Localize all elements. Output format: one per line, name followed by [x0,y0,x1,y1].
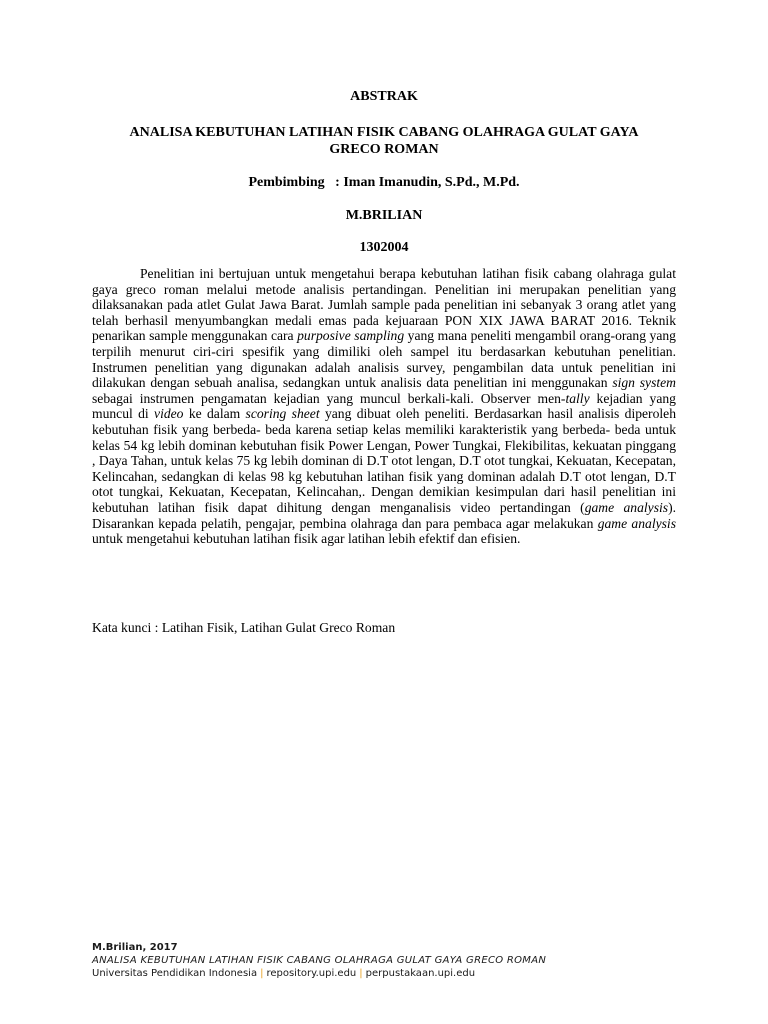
abstract-text: sebagai instrumen pengamatan kejadian yang muncul berkali-kali. Observer men- [92,390,566,406]
abstract-text: ke dalam [183,406,246,422]
footer-separator: | [359,968,363,979]
supervisor-line: Pembimbing : Iman Imanudin, S.Pd., M.Pd. [248,175,520,190]
author-name: M.BRILIAN [345,208,423,223]
abstract-heading: ABSTRAK [350,89,418,104]
document-title: ANALISA KEBUTUHAN LATIHAN FISIK CABANG OLAHRAGA GULAT GAYA GRECO ROMAN [129,125,639,157]
student-id: 1302004 [359,240,409,255]
footer-repository-link[interactable]: repository.upi.edu [266,968,357,979]
abstract-text: ). Disarankan kepada pelatih, pengajar, pembina olahraga dan para pembaca agar melakukan [92,499,677,531]
abstract-term: tally [565,390,590,406]
abstract-text: yang mana peneliti mengambil orang-orang yang terpilih menurut ciri-ciri spesifik yang dimiliki oleh sampel itu berdasarkan kebutuhan penelitian. Instrumen penelitian yang digunakan adalah analisis survey, pengambilan data untuk penelitian ini dilakukan dengan sebuah analisa, sedangkan untuk analisis data penelitian ini menggunakan [92,328,676,391]
abstract-term: game analysis [584,499,669,515]
page-footer [92,941,692,980]
abstract-term: scoring sheet [245,406,320,422]
footer-university: Universitas Pendidikan Indonesia [92,968,258,979]
footer-title: ANALISA KEBUTUHAN LATIHAN FISIK CABANG OLAHRAGA GULAT GAYA GRECO ROMAN [92,955,547,966]
abstract-term: purposive sampling [297,328,405,344]
footer-author-year: M.Brilian, 2017 [92,942,178,953]
abstract-paragraph [92,266,676,547]
keywords-line: Kata kunci : Latihan Fisik, Latihan Gulat Greco Roman [92,620,396,635]
footer-institution-line [92,967,692,980]
footer-library-link[interactable]: perpustakaan.upi.edu [365,968,476,979]
abstract-text: Penelitian ini bertujuan untuk mengetahui berapa kebutuhan latihan fisik cabang olahraga gulat gaya greco roman melalui metode analisis pertandingan. Penelitian ini merupakan penelitian yang dilaksanakan pada atlet Gulat Jawa Barat. Jumlah sample pada penelitian ini sebanyak 3 orang atlet yang telah berhasil menyumbangkan medali emas pada kejuaraan PON XIX JAWA BARAT 2016. Teknik penarikan sample menggunakan cara [92,266,676,344]
footer-separator: | [260,968,264,979]
abstract-term: game analysis [597,515,676,531]
abstract-text: yang dibuat oleh peneliti. Berdasarkan hasil analisis diperoleh kebutuhan fisik yang berbeda- beda karena setiap kelas memiliki karakteristik yang berbeda- beda untuk kelas 54 kg lebih dominan kebutuhan fisik Power Lengan, Power Tungkai, Flekibilitas, kekuatan pinggang , Daya Tahan, untuk kelas 75 kg lebih dominan di D.T otot lengan, D.T otot tungkai, Kekuatan, Kecepatan, Kelincahan, sedangkan di kelas 98 kg kebutuhan latihan fisik yang dominan adalah D.T otot lengan, D.T otot tungkai, Kekuatan, Kecepatan, Kelincahan,. Dengan demikian kesimpulan dari hasil penelitian ini kebutuhan latihan fisik dapat dihitung dengan menganalisis video pertandingan ( [92,406,676,515]
abstract-text: untuk mengetahui kebutuhan latihan fisik agar latihan lebih efektif dan efisien. [92,531,521,547]
abstract-term: sign system [612,375,676,391]
abstract-term: video [154,406,184,422]
abstract-text: kejadian yang muncul di [92,390,676,422]
